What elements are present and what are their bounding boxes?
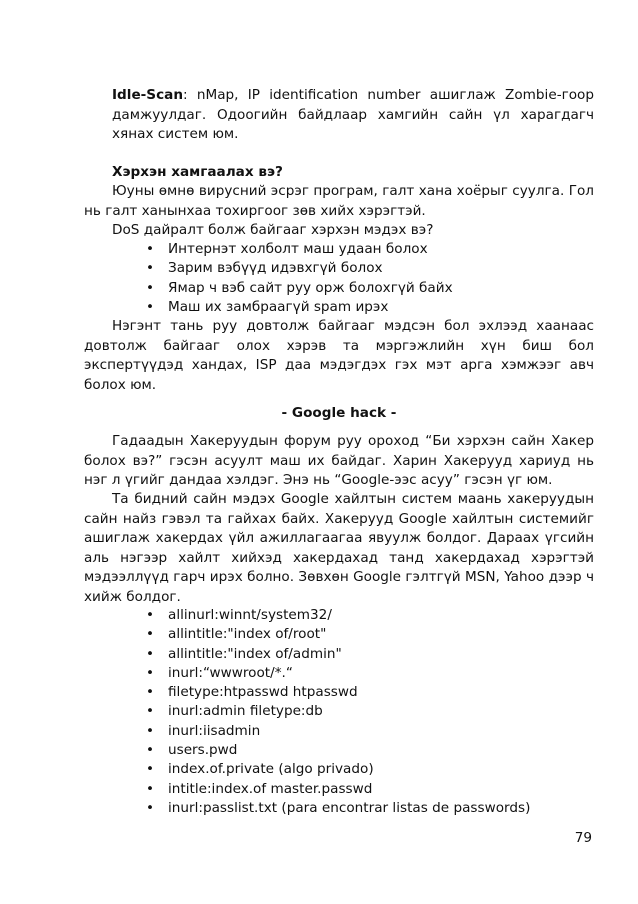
google-dork-list — [146, 606, 530, 818]
list-item: • allintitle:"index of/admin" — [146, 645, 530, 664]
bullet-icon: • — [146, 607, 155, 623]
bullet-icon: • — [146, 260, 155, 277]
list-item: • Ямар ч вэб сайт руу орж болохгүй байх — [146, 279, 453, 298]
bullet-icon: • — [146, 241, 155, 257]
google-hack-paragraph-2: Та бидний сайн мэдэх Google хайлтын систем маань хакеруудын сайн найз гэвэл та гайхах байх. Хакерууд Google хайлтын системийг ашиглаж хакердах үйл ажиллагаагаа явуулж болдог. Дараах үгсийн аль нэгээр хайлт хийхэд хакердахад танд хакердахад хэрэгтэй мэдээллүүд гарч ирэх болно. Зөвхөн Google гэлтгүй MSN, Yahoo дээр ч хийж болдог. — [84, 491, 594, 605]
idle-scan-term: Idle-Scan — [112, 87, 184, 103]
list-item: • inurl:passlist.txt (para encontrar listas de passwords) — [146, 799, 530, 818]
dos-symptom-list — [146, 240, 453, 317]
bullet-icon: • — [146, 799, 155, 816]
list-item: • filetype:htpasswd htpasswd — [146, 683, 530, 702]
bullet-icon: • — [146, 684, 155, 701]
list-item: • intitle:index.of master.passwd — [146, 780, 530, 799]
list-item: • allinurl:winnt/system32/ — [146, 606, 530, 625]
list-item: • users.pwd — [146, 741, 530, 760]
list-item: • inurl:iisadmin — [146, 722, 530, 741]
list-item: • Маш их замбраагүй spam ирэх — [146, 298, 453, 317]
google-hack-heading: - Google hack - — [281, 405, 397, 421]
idle-scan-paragraph — [112, 86, 594, 145]
bullet-icon: • — [146, 298, 155, 315]
bullet-icon: • — [146, 664, 155, 681]
list-item: • allintitle:"index of/root" — [146, 625, 530, 644]
list-item: • Зарим вэбүүд идэвхгүй болох — [146, 259, 453, 278]
bullet-icon: • — [146, 780, 155, 797]
google-hack-paragraph-1: Гадаадын Хакеруудын форум руу ороход “Би хэрхэн сайн Хакер болох вэ?” гэсэн асуулт маш их байдаг. Харин Хакерууд хариуд нь нэг л үгийг дандаа хэлдэг. Энэ нь “Google-ээс асуу” гэсэн үг юм. — [84, 433, 594, 488]
bullet-icon: • — [146, 645, 155, 662]
bullet-icon: • — [146, 626, 155, 643]
list-item: • inurl:“wwwroot/*.“ — [146, 664, 530, 683]
bullet-icon: • — [146, 742, 155, 759]
protect-closing-paragraph: Нэгэнт тань руу довтолж байгааг мэдсэн бол эхлээд хаанаас довтолж байгааг олох хэрэв та мэргэжлийн хүн биш бол экспертүүдэд хандах, ISP даа мэдэгдэх гэх мэт арга хэмжээг авч болох юм. — [84, 318, 594, 393]
bullet-icon: • — [146, 279, 155, 296]
page-number: 79 — [574, 830, 592, 846]
list-item: • Интернэт холболт маш удаан болох — [146, 240, 453, 259]
bullet-icon: • — [146, 703, 155, 720]
idle-scan-text: : nMap, IP identification number ашиглаж Zombie-гоор дамжуулдаг. Одоогийн байдлаар хамгийн сайн үл харагдагч хянах систем юм. — [112, 87, 594, 142]
list-item: • inurl:admin filetype:db — [146, 702, 530, 721]
bullet-icon: • — [146, 761, 155, 778]
dos-question: DoS дайралт болж байгааг хэрхэн мэдэх вэ? — [112, 222, 434, 238]
protect-paragraph: Юуны өмнө вирусний эсрэг програм, галт хана хоёрыг суулга. Гол нь галт ханынхаа тохиргоог зөв хийх хэрэгтэй. — [84, 183, 594, 219]
list-item: • index.of.private (algo privado) — [146, 760, 530, 779]
bullet-icon: • — [146, 722, 155, 739]
protect-heading: Хэрхэн хамгаалах вэ? — [112, 164, 283, 180]
